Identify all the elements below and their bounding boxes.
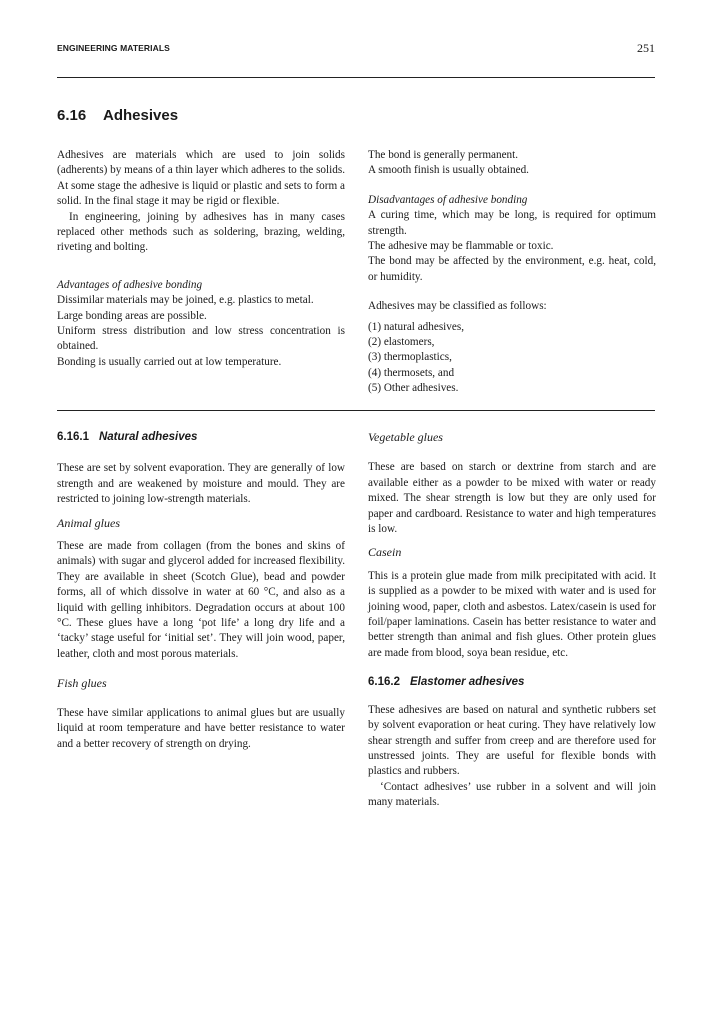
list-item: (5) Other adhesives. — [368, 382, 459, 395]
list-item: (4) thermosets, and — [368, 366, 455, 379]
intro-left-column — [57, 148, 345, 370]
page-number: 251 — [637, 41, 655, 55]
animal-glues-text: These are made from collagen (from the bones and skins of animals) with sugar and glycerol added for increased flexibility. They are available in sheet (Scotch Glue), bead and powder forms, all of which dissolve in water at 60 °C, and also as a liquid with gelling inhibitors. Degradation occurs at about 100 °C. These glues have a long ‘pot life’ a long dry life and a ‘tacky’ stage useful for ‘initial set’. They will join wood, paper, leather, cloth and most porous materials. — [57, 540, 345, 660]
elastomer-title: Elastomer adhesives — [409, 676, 525, 689]
section-title: Adhesives — [103, 107, 179, 124]
section-number: 6.16 — [57, 107, 87, 124]
casein-text: This is a protein glue made from milk precipitated with acid. It is supplied as a powder to be mixed with water and is used for joining wood, paper, cloth and asbestos. Latex/casein is used for foil/paper laminations. Casein has better resistance to water and better strength than animal and fish glues. Other protein glues are made from blood, soya bean residue, etc. — [368, 569, 656, 659]
advantage-item: Large bonding areas are possible. — [57, 309, 207, 322]
disadvantage-item: A curing time, which may be long, is required for optimum strength. — [368, 209, 656, 237]
elastomer-paragraph-2: ‘Contact adhesives’ use rubber in a solvent and will join many materials. — [368, 780, 656, 809]
disadvantage-item: The adhesive may be flammable or toxic. — [368, 240, 554, 253]
intro-right-column — [368, 148, 656, 397]
advantages-heading: Advantages of adhesive bonding — [57, 278, 203, 291]
casein-heading: Casein — [368, 545, 402, 560]
vegetable-glues-heading: Vegetable glues — [368, 430, 443, 444]
intro-paragraph-1: Adhesives are materials which are used to join solids (adherents) by means of a thin layer which adheres to the solids. At some stage the adhesive is liquid or plastic and sets to form a solid. In the final stage it may be rigid or flexible. — [57, 149, 345, 208]
bond-line: The bond is generally permanent. — [368, 149, 519, 161]
fish-glues-heading: Fish glues — [57, 676, 107, 691]
bond-line: A smooth finish is usually obtained. — [368, 164, 529, 177]
elastomer-paragraph-1: These adhesives are based on natural and synthetic rubbers set by solvent evaporation or heat curing. They have relatively low shear strength and suffer from creep and are therefore used for unstressed joints. They are useful for flexible bonds with plastics and rubbers. — [368, 703, 656, 778]
fish-glues-text: These have similar applications to animal glues but are usually liquid at room temperature and have better resistance to water and a better recovery of strength on drying. — [57, 706, 345, 750]
natural-adhesives-heading — [57, 430, 345, 445]
running-head — [57, 43, 655, 57]
list-item: (1) natural adhesives, — [368, 320, 464, 333]
running-title: ENGINEERING MATERIALS — [57, 43, 170, 53]
list-item: (2) elastomers, — [368, 336, 435, 349]
vegetable-glues-text: These are based on starch or dextrine from starch and are available either as a powder to be mixed with water or ready mixed. The shear strength is low but they are only used for paper and cardboard. Resistance to water and high temperatures is low. — [368, 461, 656, 536]
natural-left-column — [57, 430, 345, 752]
header-rule — [57, 77, 655, 78]
natural-right-column — [368, 430, 656, 811]
animal-glues-heading: Animal glues — [57, 515, 120, 530]
intro-paragraph-2: In engineering, joining by adhesives has in many cases replaced other methods such as soldering, brazing, welding, riveting and bolting. — [57, 210, 345, 254]
disadvantages-heading: Disadvantages of adhesive bonding — [368, 193, 528, 206]
section-divider — [57, 410, 655, 411]
advantage-item: Dissimilar materials may be joined, e.g. plastics to metal. — [57, 294, 314, 307]
natural-intro: These are set by solvent evaporation. They are generally of low strength and are weakened by moisture and mould. They are restricted to joining low-strength materials. — [57, 462, 345, 506]
elastomer-number: 6.16.2 — [368, 676, 400, 689]
disadvantage-item: The bond may be affected by the environment, e.g. heat, cold, or humidity. — [368, 255, 656, 283]
natural-number: 6.16.1 — [57, 431, 89, 443]
advantage-item: Uniform stress distribution and low stress concentration is obtained. — [57, 325, 345, 353]
section-heading — [57, 107, 178, 124]
natural-title: Natural adhesives — [98, 431, 198, 443]
list-item: (3) thermoplastics, — [368, 351, 452, 364]
classification-list — [368, 320, 656, 397]
elastomer-adhesives-heading — [368, 675, 656, 690]
classified-intro: Adhesives may be classified as follows: — [368, 300, 547, 313]
advantage-item: Bonding is usually carried out at low temperature. — [57, 355, 282, 368]
